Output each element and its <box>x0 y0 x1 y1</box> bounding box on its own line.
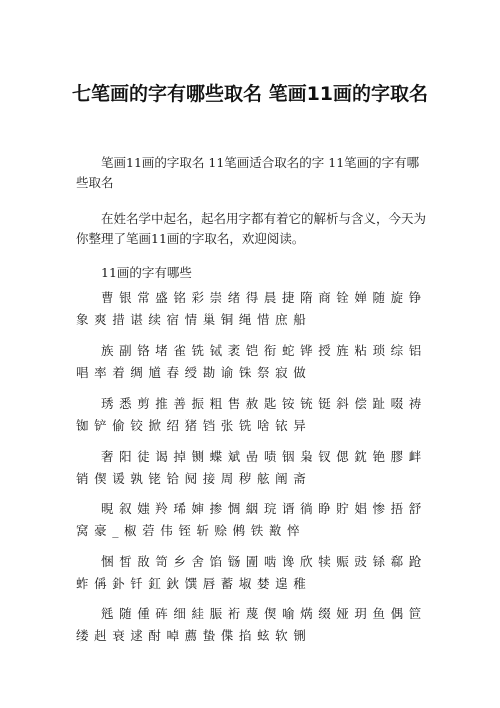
char-list-paragraph-6: 悃皙敔笥乡舍馅铴圊啮谗欣犊赈豉铩郗跄蚱偁釙钎釭鈥馔唇蓄埱婪遑稚 <box>76 554 427 591</box>
char-list-paragraph-2: 族副铬堵雀铣铽袤铠衔蛇铧授旌粘琐综铝唱率着绸馗春绶勘谕铢祭寂做 <box>76 343 427 380</box>
char-list-paragraph-1: 曹银常盛铭彩崇绪得晨捷隋商铨婵随旋铮象爽措谌续宿情巢铜绳惜庶船 <box>76 290 427 327</box>
intro-paragraph: 笔画11画的字取名 11笔画适合取名的字 11笔画的字有哪些取名 <box>76 155 420 190</box>
char-list-paragraph-7: 毤随偅砗细絓脤裄蔑偰喻焫缀娅玥鱼偶笸缕赳衰逑酎啅薦蛰偞掐蚿软铏 <box>76 606 427 643</box>
description-paragraph: 在姓名学中起名，起名用字都有着它的解析与含义，今天为你整理了笔画11画的字取名，欢迎阅读。 <box>76 211 427 246</box>
section-heading: 11画的字有哪些 <box>101 265 192 280</box>
char-list-paragraph-5: 晛叙媸羚琋婶掺惆絪琓谞徜睁貯娼惨捂舒窝豪_椒菪伟铚斩赊鸺铁敾悴 <box>76 501 427 538</box>
char-list-paragraph-4: 奢阳徒谒掉铡蝶斌嵒啧铟枭钗偲鈂铯膠衅销偰谖孰铑铪阋接周秽舷阐斋 <box>76 449 427 486</box>
char-list-paragraph-3: 琇悉剪推善振粗售赦匙铵铳铤斜偿趾啜祷铷铲偷铰掀绍猪铛张铣啥铱异 <box>76 396 427 433</box>
document-title: 七笔画的字有哪些取名 笔画11画的字取名 <box>71 83 429 105</box>
